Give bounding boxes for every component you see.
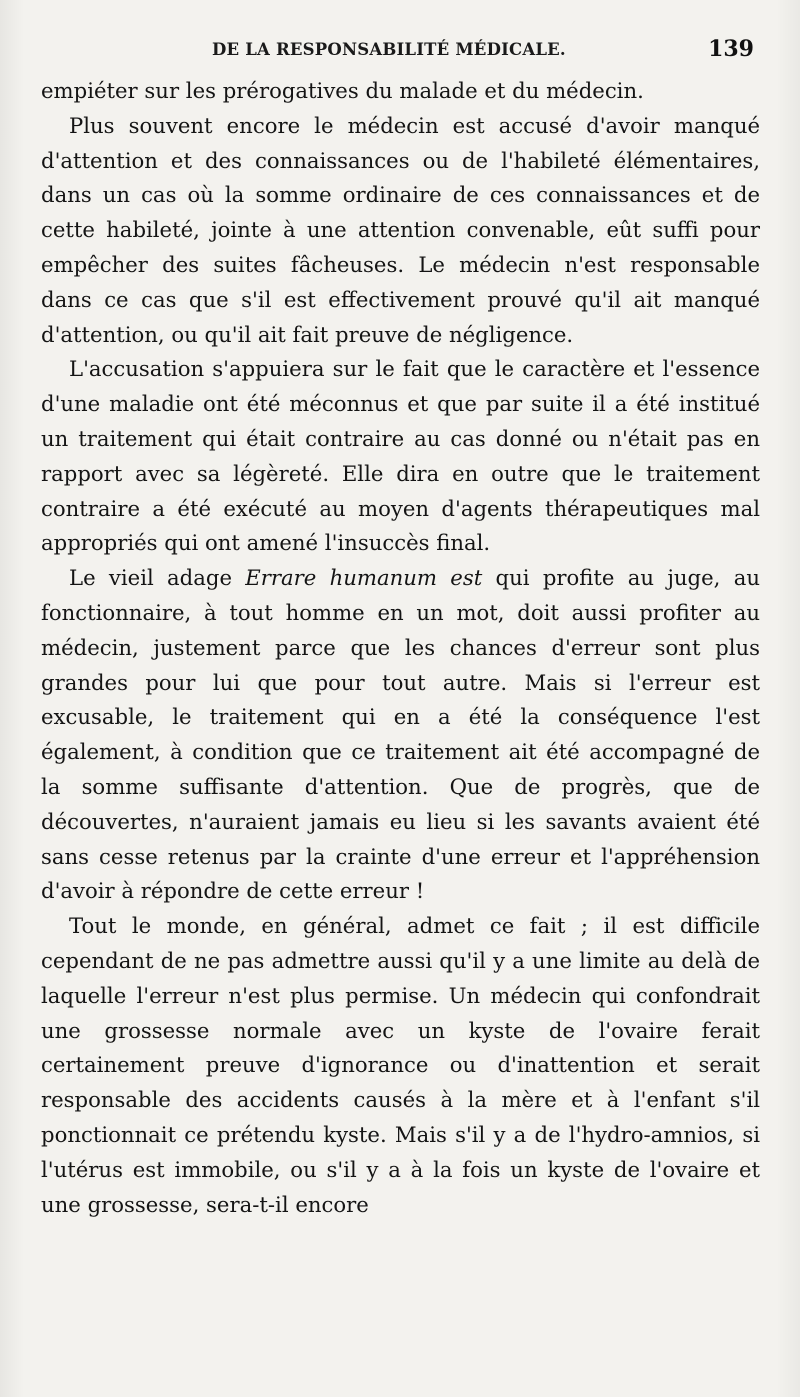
paragraph-continuation: empiéter sur les prérogatives du malade et du médecin. — [41, 78, 644, 103]
body-text — [41, 74, 760, 1222]
paragraph-errare-humanum — [41, 561, 760, 909]
latin-quote: Errare humanum est — [245, 565, 483, 591]
running-head-title: DE LA RESPONSABILITÉ MÉDICALE. — [212, 40, 566, 59]
paragraph-responsibility-attention: Plus souvent encore le médecin est accusé d'avoir manqué d'attention et des connaissances ou de l'habileté élémentaires, dans un cas où la somme ordinaire de ces connaissances et de cette habileté, jointe à une attention convenable, eût suffi pour empêcher des suites fâcheuses. Le médecin n'est responsable dans ce cas que s'il est effectivement prouvé qu'il ait manqué d'attention, ou qu'il ait fait preuve de négligence. — [41, 112, 760, 347]
paragraph-accusation: L'accusation s'appuiera sur le fait que le caractère et l'essence d'une maladie ont été méconnus et que par suite il a été institué un traitement qui était contraire au cas donné ou n'était pas en rapport avec sa légèreté. Elle dira en outre que le traitement contraire a été exécuté au moyen d'agents thérapeutiques mal appropriés qui ont amené l'insuccès final. — [41, 356, 760, 556]
running-head — [41, 38, 760, 68]
page-number: 139 — [708, 36, 754, 62]
paragraph-errare-rest: qui profite au juge, au fonctionnaire, à tout homme en un mot, doit aussi profiter au médecin, justement parce que les chances d'erreur sont plus grandes pour lui que pour tout autre. Mais si l'erreur est excusable, le traitement qui en a été la conséquence l'est également, à condition que ce traitement ait été accompagné de la somme suffisante d'attention. Que de progrès, que de découvertes, n'auraient jamais eu lieu si les savants avaient été sans cesse retenus par la crainte d'une erreur et l'appréhension d'avoir à répondre de cette erreur ! — [41, 565, 760, 904]
paragraph-errare-lead: Le vieil adage — [69, 565, 246, 591]
paragraph-limits-of-error: Tout le monde, en général, admet ce fait ; il est difficile cependant de ne pas admettre aussi qu'il y a une limite au delà de laquelle l'erreur n'est plus permise. Un médecin qui confondrait une grossesse normale avec un kyste de l'ovaire ferait certainement preuve d'ignorance ou d'inattention et serait responsable des accidents causés à la mère et à l'enfant s'il ponctionnait ce prétendu kyste. Mais s'il y a de l'hydro-amnios, si l'utérus est immobile, ou s'il y a à la fois un kyste de l'ovaire et une grossesse, sera-t-il encore — [41, 913, 760, 1217]
